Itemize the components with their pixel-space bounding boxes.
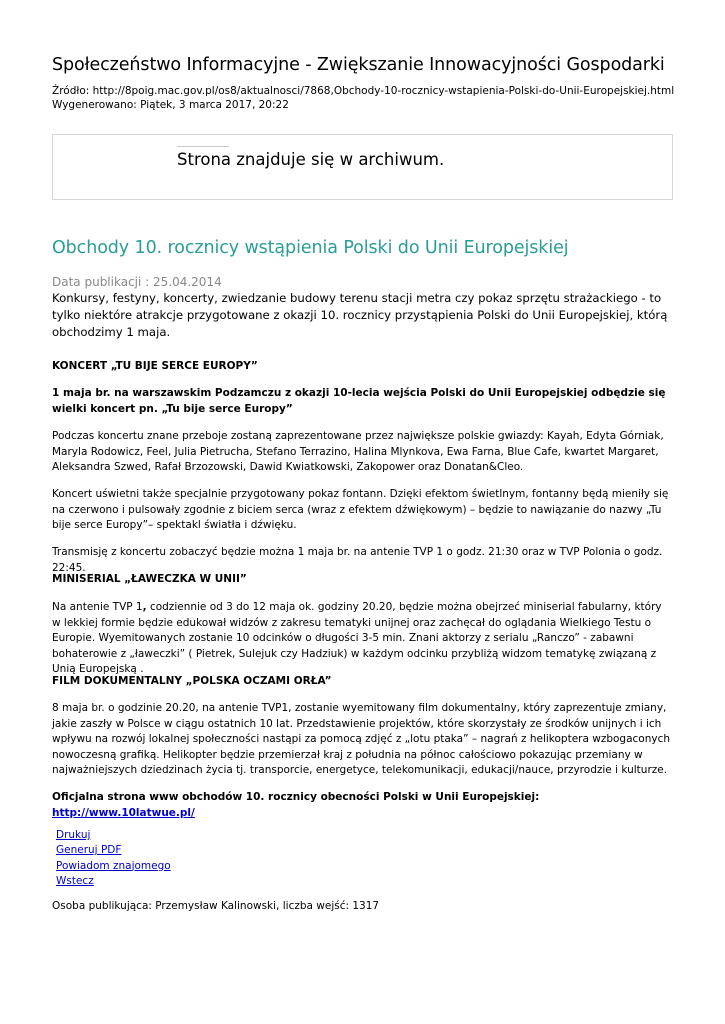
archive-notice: Strona znajduje się w archiwum. bbox=[177, 150, 445, 169]
series-text-bold: , bbox=[142, 601, 147, 613]
source-url: Źródło: http://8poig.mac.gov.pl/os8/aktualnosci/7868,Obchody-10-rocznicy-wstapienia-Polski-do-Unii-Europejskiej.html bbox=[52, 85, 675, 97]
generated-date: Wygenerowano: Piątek, 3 marca 2017, 20:22 bbox=[52, 99, 289, 111]
series-text-start: Na antenie TVP 1 bbox=[52, 601, 143, 613]
series-text-rest: codziennie od 3 do 12 maja ok. godziny 20.20, będzie można obejrzeć miniserial fabularny, który w lekkiej formie będzie edukował widzów z zakresu tematyki unijnej oraz zachęcał do oglądania Wielkiego Testu o Europie. Wyemitowanych zostanie 10 odcinków o długości 3-5 min. Znani aktorzy z serialu „Ranczo” - zabawni bohaterowie z „ławeczki” ( Pietrek, Sulejuk czy Hadziuk) w każdym odcinku przybliżą widzom tematykę związaną z Unią Europejską . bbox=[52, 601, 662, 676]
official-site-label: Oficjalna strona www obchodów 10. rocznicy obecności Polski w Unii Europejskiej: bbox=[52, 791, 540, 803]
article-actions bbox=[56, 828, 171, 889]
official-site-link[interactable]: http://www.10latwue.pl/ bbox=[52, 806, 195, 819]
concert-heading: KONCERT „TU BIJE SERCE EUROPY” bbox=[52, 360, 258, 372]
site-title: Społeczeństwo Informacyjne - Zwiększanie Innowacyjności Gospodarki bbox=[52, 55, 665, 75]
back-link[interactable]: Wstecz bbox=[56, 874, 94, 887]
concert-paragraph-2: Koncert uświetni także specjalnie przygotowany pokaz fontann. Dzięki efektom świetlnym, fontanny będą mieniły się na czerwono i pulsowały zgodnie z biciem serca (wraz z efektem dźwiękowym) – będzie to nawiązanie do nazwy „Tu bije serce Europy”– spektakl światła i dźwięku. bbox=[52, 488, 669, 532]
archive-notice-box bbox=[52, 134, 673, 200]
film-heading: FILM DOKUMENTALNY „POLSKA OCZAMI ORŁA” bbox=[52, 675, 332, 687]
article-title: Obchody 10. rocznicy wstąpienia Polski do Unii Europejskiej bbox=[52, 238, 569, 258]
archive-divider bbox=[177, 146, 229, 147]
official-site-line bbox=[52, 790, 673, 821]
series-heading: MINISERIAL „ŁAWECZKA W UNII” bbox=[52, 573, 247, 585]
concert-intro: 1 maja br. na warszawskim Podzamczu z okazji 10-lecia wejścia Polski do Unii Europejskiej odbędzie się wielki koncert pn. „Tu bije serce Europy” bbox=[52, 387, 666, 415]
film-paragraph: 8 maja br. o godzinie 20.20, na antenie TVP1, zostanie wyemitowany film dokumentalny, który zaprezentuje zmiany, jakie zaszły w Polsce w ciągu ostatnich 10 lat. Przedstawienie projektów, które skorzystały ze środków unijnych i ich wpływu na rozwój lokalnej społeczności nastąpi za pomocą zdjęć z „lotu ptaka” – nagrań z helikoptera wzbogaconych nowoczesną grafiką. Helikopter będzie przemierzał kraj z południa na północ całościowo pokazując przemiany w najważniejszych dziedzinach życia tj. transporcie, energetyce, telekomunikacji, edukacji/nauce, przyrodzie i kulturze. bbox=[52, 702, 671, 777]
publication-date: Data publikacji : 25.04.2014 bbox=[52, 275, 222, 289]
generate-pdf-link[interactable]: Generuj PDF bbox=[56, 844, 122, 857]
print-link[interactable]: Drukuj bbox=[56, 829, 91, 841]
article-lead: Konkursy, festyny, koncerty, zwiedzanie budowy terenu stacji metra czy pokaz sprzętu strażackiego - to tylko niektóre atrakcje przygotowane z okazji 10. rocznicy przystąpienia Polski do Unii Europejskiej, którą obchodzimy 1 maja. bbox=[52, 291, 668, 339]
concert-paragraph-1: Podczas koncertu znane przeboje zostaną zaprezentowane przez największe polskie gwiazdy: Kayah, Edyta Górniak, Maryla Rodowicz, Feel, Julia Pietrucha, Stefano Terrazino, Halina Mlynkova, Ewa Farna, Blue Cafe, kwartet Margaret, Aleksandra Szwed, Rafał Brzozowski, Dawid Kwiatkowski, Zakopower oraz Donatan&Cleo. bbox=[52, 430, 664, 474]
notify-friend-link[interactable]: Powiadom znajomego bbox=[56, 859, 171, 872]
publisher-info: Osoba publikująca: Przemysław Kalinowski, liczba wejść: 1317 bbox=[52, 900, 380, 912]
series-paragraph bbox=[52, 600, 673, 678]
concert-paragraph-3: Transmisję z koncertu zobaczyć będzie można 1 maja br. na antenie TVP 1 o godz. 21:30 oraz w TVP Polonia o godz. 22:45. bbox=[52, 546, 663, 574]
